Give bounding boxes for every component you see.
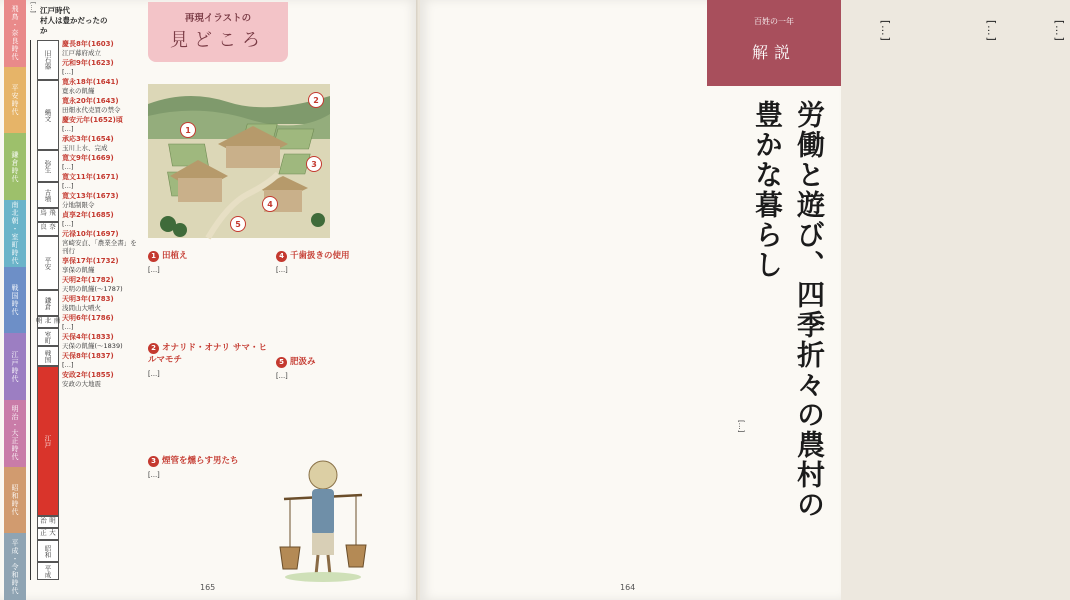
era-band: 明治・大正時代 (4, 400, 26, 467)
page-number-left: 165 (200, 583, 216, 592)
timeline-entry-year: 寛文13年(1673) (62, 192, 119, 200)
era-band: 戦国時代 (4, 267, 26, 334)
point-5: 5 肥汲み […] (276, 356, 400, 382)
point-4-body: […] (276, 266, 288, 274)
timeline-entries (62, 40, 140, 390)
timeline-entry-text: 玉川上水、完成 (62, 144, 108, 152)
era-band: 鎌倉時代 (4, 133, 26, 200)
period-box: 平成 (37, 562, 59, 580)
timeline-header (28, 2, 108, 36)
timeline-entry-text: 宮崎安貞、「農業全書」を刊行 (62, 239, 137, 255)
era-band: 平安時代 (4, 67, 26, 134)
period-box: 縄文 (37, 80, 59, 150)
timeline-entry (62, 173, 140, 190)
timeline-entry-year: 慶長8年(1603) (62, 40, 114, 48)
timeline-entry-year: 元禄10年(1697) (62, 230, 119, 238)
era-band: 昭和時代 (4, 467, 26, 534)
marker-3: 3 (306, 156, 322, 172)
era-strip (4, 0, 26, 600)
timeline-entry-text: 田畑永代売買の禁令 (62, 106, 121, 114)
timeline-entry-year: 安政2年(1855) (62, 371, 114, 379)
point-1-title: 田植え (162, 251, 188, 261)
timeline-entry-text: […] (62, 182, 74, 190)
village-illustration (148, 84, 330, 238)
timeline-entry-text: 浅間山大噴火 (62, 304, 101, 312)
section-header-box (707, 0, 841, 86)
marker-1: 1 (180, 122, 196, 138)
timeline-entry-year: 承応3年(1654) (62, 135, 114, 143)
era-band: 平成・令和時代 (4, 533, 26, 600)
timeline-entry (62, 352, 140, 369)
timeline-entry-year: 貞享2年(1685) (62, 211, 114, 219)
timeline-entry-text: 安政の大地震 (62, 380, 101, 388)
timeline-entry-year: 寛永20年(1643) (62, 97, 119, 105)
point-4: 4 千歯扱きの使用 […] (276, 250, 400, 276)
timeline-entry (62, 192, 140, 209)
banner-title: 見どころ (170, 30, 266, 51)
period-box: 弥生 (37, 150, 59, 182)
timeline-entry-year: 寛永18年(1641) (62, 78, 119, 86)
point-2: 2 オナリド・オナリ サマ・ヒルマモチ […] (148, 342, 272, 380)
period-box: 奈良 (37, 222, 59, 236)
period-box: 平安 (37, 236, 59, 290)
timeline-entry-year: 寛文11年(1671) (62, 173, 119, 181)
point-3: 3 煙管を燻らす男たち […] (148, 455, 272, 481)
timeline-entry-year: 天明3年(1783) (62, 295, 114, 303)
timeline-entry (62, 135, 140, 152)
period-box: 室町 (37, 328, 59, 346)
period-column (34, 40, 61, 580)
period-box: 南北朝 (37, 316, 59, 328)
timeline-entry (62, 333, 140, 350)
body-column-1: […] (879, 20, 891, 42)
timeline-entry (62, 211, 140, 228)
era-band: 南北朝・室町時代 (4, 200, 26, 267)
timeline-entry-year: 元和9年(1623) (62, 59, 114, 67)
timeline-header-vertical: […] (29, 2, 36, 13)
timeline-entry (62, 97, 140, 114)
timeline-entry-year: 天明6年(1786) (62, 314, 114, 322)
left-page (0, 0, 418, 600)
timeline-entry-year: 慶安元年(1652)頃 (62, 116, 123, 124)
marker-5: 5 (230, 216, 246, 232)
section-label: 百姓の一年 (754, 17, 794, 26)
timeline-entry (62, 314, 140, 331)
right-sidebar (704, 0, 841, 600)
timeline-entry (62, 230, 140, 255)
marker-2: 2 (308, 92, 324, 108)
period-box: 飛鳥 (37, 208, 59, 222)
timeline-entry-text: 分地制限令 (62, 201, 95, 209)
timeline-entry-text: 江戸幕府成立 (62, 49, 101, 57)
timeline-entry-text: […] (62, 323, 74, 331)
timeline-entry (62, 295, 140, 312)
timeline-entry-text: 寛永の飢饉 (62, 87, 95, 95)
point-3-title: 煙管を燻らす男たち (162, 456, 239, 466)
timeline-entry-text: 天保の飢饉(〜1839) (62, 342, 123, 350)
timeline-entry-year: 天明2年(1782) (62, 276, 114, 284)
timeline-entry-year: 享保17年(1732) (62, 257, 119, 265)
timeline-entry (62, 257, 140, 274)
period-box: 古墳 (37, 182, 59, 208)
point-2-body: […] (148, 370, 160, 378)
timeline-entry (62, 116, 140, 133)
timeline-entry-text: […] (62, 361, 74, 369)
timeline-entry (62, 59, 140, 76)
timeline-entry-year: 天保4年(1833) (62, 333, 114, 341)
timeline-entry-text: 天明の飢饉(〜1787) (62, 285, 123, 293)
timeline-entry-text: 享保の飢饉 (62, 266, 95, 274)
body-column-2: […] (985, 20, 997, 42)
period-box: 鎌倉 (37, 290, 59, 316)
timeline-entry (62, 78, 140, 95)
timeline-entry-text: […] (62, 125, 74, 133)
highlights-banner (148, 2, 288, 62)
timeline-title: 江戸時代 村人は豊かだったのか (40, 6, 108, 35)
timeline-entry (62, 40, 140, 57)
timeline-entry-text: […] (62, 220, 74, 228)
point-5-title: 肥汲み (290, 357, 316, 367)
timeline-ruler (30, 40, 59, 580)
body-column-3: […] (1053, 20, 1065, 42)
timeline-entry-text: […] (62, 68, 74, 76)
era-band: 江戸時代 (4, 333, 26, 400)
author-credit: […] (737, 420, 745, 433)
period-box: 昭和 (37, 540, 59, 562)
point-1-body: […] (148, 266, 160, 274)
period-box: 明治 (37, 516, 59, 528)
period-box: 江戸 (37, 366, 59, 516)
era-band: 飛鳥・奈良時代 (4, 0, 26, 67)
banner-subtitle: 再現イラストの (184, 13, 252, 24)
kaisetsu-label: 解説 (751, 43, 796, 62)
point-4-title: 千歯扱きの使用 (290, 251, 350, 261)
period-box: 戦国 (37, 346, 59, 366)
timeline-entry (62, 154, 140, 171)
farmer-carrying-buckets-illustration (278, 455, 368, 583)
page-main-title: 労働と遊び、四季折々の農村の豊かな暮らし (751, 100, 826, 520)
period-box: 旧石器 (37, 40, 59, 80)
timeline-entry-year: 天保8年(1837) (62, 352, 114, 360)
timeline-entry (62, 276, 140, 293)
timeline-entry-text: […] (62, 163, 74, 171)
point-3-body: […] (148, 471, 160, 479)
point-2-title: オナリド・オナリ サマ・ヒルマモチ (148, 343, 267, 365)
page-number-right: 164 (620, 583, 636, 592)
marker-4: 4 (262, 196, 278, 212)
timeline-entry-year: 寛文9年(1669) (62, 154, 114, 162)
timeline-entry (62, 371, 140, 388)
period-box: 大正 (37, 528, 59, 540)
point-1: 1 田植え […] (148, 250, 272, 276)
point-5-body: […] (276, 372, 288, 380)
